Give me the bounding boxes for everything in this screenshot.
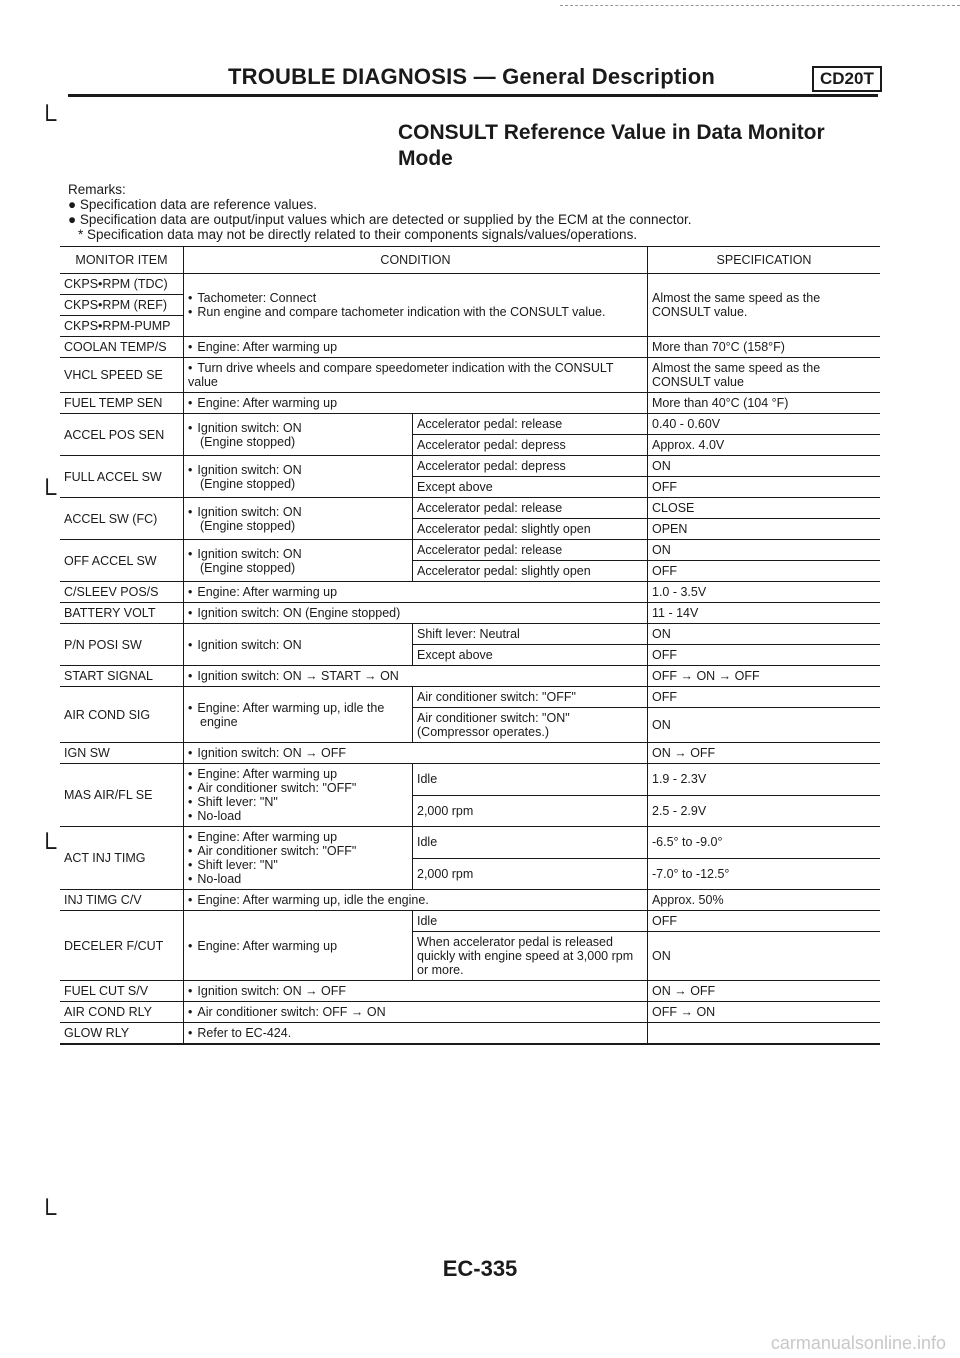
condition-line: (Engine stopped) <box>200 518 296 533</box>
sub-condition: Accelerator pedal: depress <box>413 435 648 456</box>
specification: ON <box>648 708 881 743</box>
specification <box>648 1023 881 1045</box>
corner-mark-icon: └ <box>38 832 57 862</box>
sub-condition-line: Air conditioner switch: "ON" <box>417 711 570 725</box>
monitor-item: COOLAN TEMP/S <box>60 337 184 358</box>
specification: ON <box>648 456 881 477</box>
specification: 1.9 - 2.3V <box>648 764 881 796</box>
table-row <box>60 764 880 796</box>
table-row <box>60 337 880 358</box>
specification: OFF <box>648 911 881 932</box>
engine-code-badge: CD20T <box>812 66 882 92</box>
corner-mark-icon: └ <box>38 104 57 134</box>
condition <box>184 337 648 358</box>
monitor-item: AIR COND SIG <box>60 687 184 743</box>
condition-line: • Ignition switch: ON <box>188 505 408 519</box>
specification: -7.0° to -12.5° <box>648 858 881 890</box>
monitor-item: IGN SW <box>60 743 184 764</box>
sub-condition: Idle <box>413 764 648 796</box>
monitor-item: CKPS•RPM (TDC) <box>60 274 184 295</box>
table-row <box>60 540 880 561</box>
condition-line: • Run engine and compare tachometer indication with the CONSULT value. <box>188 305 643 319</box>
specification: Approx. 50% <box>648 890 881 911</box>
table-row <box>60 393 880 414</box>
sub-condition: Air conditioner switch: "OFF" <box>413 687 648 708</box>
specification: More than 40°C (104 °F) <box>648 393 881 414</box>
specification: OFF → ON <box>648 1002 881 1023</box>
specification: ON <box>648 932 881 981</box>
specification: 2.5 - 2.9V <box>648 795 881 827</box>
page-number: EC-335 <box>442 1256 518 1281</box>
table-row <box>60 1002 880 1023</box>
monitor-item: P/N POSI SW <box>60 624 184 666</box>
table-row <box>60 743 880 764</box>
condition-line: • Engine: After warming up <box>188 396 337 410</box>
specification: OFF <box>648 561 881 582</box>
condition-line: (Engine stopped) <box>200 434 296 449</box>
header-specification: SPECIFICATION <box>648 247 881 274</box>
monitor-item: FULL ACCEL SW <box>60 456 184 498</box>
condition-line: • Engine: After warming up <box>188 939 337 953</box>
monitor-item: VHCL SPEED SE <box>60 358 184 393</box>
sub-condition: Accelerator pedal: slightly open <box>413 561 648 582</box>
specification: Almost the same speed as the CONSULT value <box>648 358 881 393</box>
specification: 11 - 14V <box>648 603 881 624</box>
condition-line: • Ignition switch: ON <box>188 421 408 435</box>
condition-line: • Ignition switch: ON <box>188 638 302 652</box>
condition-line: • No-load <box>188 872 408 886</box>
table-row <box>60 603 880 624</box>
condition-line: • Turn drive wheels and compare speedometer indication with the CONSULT value <box>188 361 613 389</box>
condition <box>184 358 648 393</box>
table-row <box>60 981 880 1002</box>
remarks <box>68 182 692 242</box>
specification: ON → OFF <box>648 981 881 1002</box>
table-row <box>60 358 880 393</box>
condition <box>184 764 413 827</box>
specification: OFF <box>648 687 881 708</box>
specification: -6.5° to -9.0° <box>648 827 881 859</box>
condition-line: • Ignition switch: ON <box>188 547 408 561</box>
monitor-item: OFF ACCEL SW <box>60 540 184 582</box>
table-header-row <box>60 247 880 274</box>
condition <box>184 582 648 603</box>
sub-condition: Accelerator pedal: release <box>413 414 648 435</box>
monitor-item: GLOW RLY <box>60 1023 184 1045</box>
condition-line: • Air conditioner switch: OFF → ON <box>188 1005 386 1019</box>
page-header-title: TROUBLE DIAGNOSIS — General Description <box>228 64 715 89</box>
header-condition: CONDITION <box>184 247 648 274</box>
condition <box>184 540 413 582</box>
table-row <box>60 827 880 859</box>
condition-line: • Ignition switch: ON (Engine stopped) <box>188 606 400 620</box>
condition-line: • Air conditioner switch: "OFF" <box>188 781 408 795</box>
condition <box>184 274 648 337</box>
specification: ON → OFF <box>648 743 881 764</box>
condition-line: engine <box>200 714 238 729</box>
table-row <box>60 498 880 519</box>
condition-line: • Refer to EC-424. <box>188 1026 291 1040</box>
sub-condition-line: (Compressor operates.) <box>417 725 549 739</box>
specification: 1.0 - 3.5V <box>648 582 881 603</box>
sub-condition: Idle <box>413 911 648 932</box>
section-title <box>398 120 825 172</box>
sub-condition: Accelerator pedal: release <box>413 498 648 519</box>
corner-mark-icon: └ <box>38 478 57 508</box>
condition <box>184 687 413 743</box>
table-row <box>60 890 880 911</box>
remark-line: ● Specification data are output/input values which are detected or supplied by the ECM at the connector. <box>68 212 692 227</box>
condition-line: • Ignition switch: ON <box>188 463 408 477</box>
reference-value-table <box>60 246 880 1045</box>
condition <box>184 981 648 1002</box>
sub-condition: Accelerator pedal: depress <box>413 456 648 477</box>
monitor-item: MAS AIR/FL SE <box>60 764 184 827</box>
specification: More than 70°C (158°F) <box>648 337 881 358</box>
sub-condition: Shift lever: Neutral <box>413 624 648 645</box>
condition-line: • Ignition switch: ON → OFF <box>188 984 346 998</box>
condition <box>184 393 648 414</box>
specification: Approx. 4.0V <box>648 435 881 456</box>
monitor-item: C/SLEEV POS/S <box>60 582 184 603</box>
sub-condition: When accelerator pedal is released quickly with engine speed at 3,000 rpm or more. <box>413 932 648 981</box>
monitor-item: INJ TIMG C/V <box>60 890 184 911</box>
condition-line: (Engine stopped) <box>200 560 296 575</box>
sub-condition: Accelerator pedal: slightly open <box>413 519 648 540</box>
specification: 0.40 - 0.60V <box>648 414 881 435</box>
monitor-item: ACT INJ TIMG <box>60 827 184 890</box>
monitor-item: START SIGNAL <box>60 666 184 687</box>
remark-line: ● Specification data are reference values. <box>68 197 318 212</box>
condition <box>184 827 413 890</box>
specification: ON <box>648 624 881 645</box>
condition <box>184 911 413 981</box>
condition-line: • Engine: After warming up, idle the <box>188 701 408 715</box>
monitor-item: ACCEL SW (FC) <box>60 498 184 540</box>
section-title-line1: CONSULT Reference Value in Data Monitor <box>398 121 825 144</box>
table-row <box>60 1023 880 1045</box>
condition <box>184 624 413 666</box>
specification: Almost the same speed as the CONSULT value. <box>648 274 881 337</box>
condition-line: • Air conditioner switch: "OFF" <box>188 844 408 858</box>
condition-line: • Engine: After warming up <box>188 767 408 781</box>
monitor-item: FUEL CUT S/V <box>60 981 184 1002</box>
header-monitor-item: MONITOR ITEM <box>60 247 184 274</box>
table-row <box>60 624 880 645</box>
condition-line: • Shift lever: "N" <box>188 795 408 809</box>
specification: OFF <box>648 477 881 498</box>
section-title-line2: Mode <box>398 147 453 170</box>
condition-line: • Engine: After warming up <box>188 830 408 844</box>
condition <box>184 666 648 687</box>
specification: OFF → ON → OFF <box>648 666 881 687</box>
table-row <box>60 911 880 932</box>
sub-condition: Except above <box>413 645 648 666</box>
specification: OPEN <box>648 519 881 540</box>
monitor-item: DECELER F/CUT <box>60 911 184 981</box>
condition <box>184 1023 648 1045</box>
condition <box>184 414 413 456</box>
watermark: carmanualsonline.info <box>770 1333 946 1353</box>
table-row <box>60 687 880 708</box>
condition-line: • Ignition switch: ON → OFF <box>188 746 346 760</box>
sub-condition: Idle <box>413 827 648 859</box>
condition <box>184 743 648 764</box>
condition <box>184 603 648 624</box>
specification: CLOSE <box>648 498 881 519</box>
table-row <box>60 456 880 477</box>
condition <box>184 1002 648 1023</box>
specification: OFF <box>648 645 881 666</box>
monitor-item: BATTERY VOLT <box>60 603 184 624</box>
monitor-item: ACCEL POS SEN <box>60 414 184 456</box>
condition-line: (Engine stopped) <box>200 476 296 491</box>
header-rule <box>68 94 878 97</box>
condition <box>184 890 648 911</box>
monitor-item: CKPS•RPM-PUMP <box>60 316 184 337</box>
condition-line: • Ignition switch: ON → START → ON <box>188 669 399 683</box>
table-row <box>60 666 880 687</box>
remarks-label: Remarks: <box>68 182 126 197</box>
condition-line: • Engine: After warming up <box>188 585 337 599</box>
monitor-item: CKPS•RPM (REF) <box>60 295 184 316</box>
condition-line: • Tachometer: Connect <box>188 291 643 305</box>
monitor-item: FUEL TEMP SEN <box>60 393 184 414</box>
specification: ON <box>648 540 881 561</box>
corner-mark-icon: └ <box>38 1198 57 1228</box>
sub-condition <box>413 708 648 743</box>
sub-condition: 2,000 rpm <box>413 858 648 890</box>
table-row <box>60 414 880 435</box>
remark-line: * Specification data may not be directly related to their components signals/values/operations. <box>78 227 638 242</box>
sub-condition: Accelerator pedal: release <box>413 540 648 561</box>
condition-line: • No-load <box>188 809 408 823</box>
table-row <box>60 274 880 295</box>
condition <box>184 456 413 498</box>
sub-condition: Except above <box>413 477 648 498</box>
sub-condition: 2,000 rpm <box>413 795 648 827</box>
condition-line: • Engine: After warming up <box>188 340 337 354</box>
condition-line: • Engine: After warming up, idle the engine. <box>188 893 429 907</box>
monitor-item: AIR COND RLY <box>60 1002 184 1023</box>
condition <box>184 498 413 540</box>
condition-line: • Shift lever: "N" <box>188 858 408 872</box>
table-row <box>60 582 880 603</box>
top-dashed-rule <box>560 5 960 6</box>
